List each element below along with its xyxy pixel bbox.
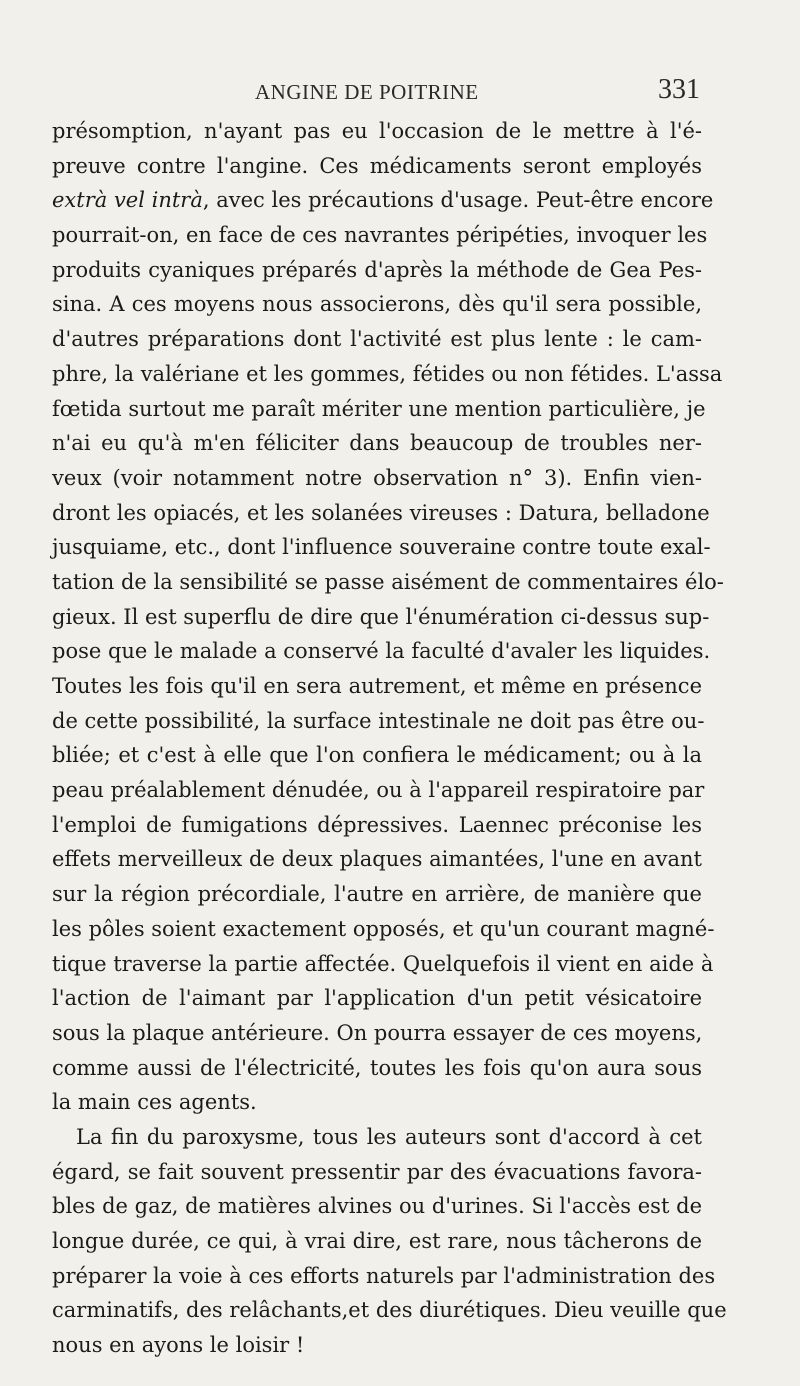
paragraph-1 <box>52 114 724 1120</box>
text-line: longue durée, ce qui, à vrai dire, est rare, nous tâcherons de <box>52 1229 702 1253</box>
text-line: l'action de l'aimant par l'application d'un petit vésicatoire <box>52 986 702 1011</box>
paragraph-2 <box>52 1120 727 1363</box>
text-line: dront les opiacés, et les solanées vireuses : Datura, belladone <box>52 500 710 525</box>
text-line: La fin du paroxysme, tous les auteurs sont d'accord à cet <box>76 1124 702 1149</box>
text-line: préparer la voie à ces efforts naturels par l'administration des <box>52 1263 716 1288</box>
text-line: veux (voir notamment notre observation n° 3). Enfin vien- <box>52 465 702 490</box>
text-line: de cette possibilité, la surface intestinale ne doit pas être ou- <box>52 708 705 733</box>
text-line: carminatifs, des relâchants,et des diurétiques. Dieu veuille que <box>52 1298 727 1323</box>
text-line: l'emploi de fumigations dépressives. Laennec préconise les <box>52 812 702 837</box>
running-title: ANGINE DE POITRINE <box>255 80 479 104</box>
page-number: 331 <box>658 74 700 105</box>
text-line: gieux. Il est superflu de dire que l'énumération ci-dessus sup- <box>52 604 710 629</box>
text-line: tation de la sensibilité se passe aisément de commentaires élo- <box>52 569 724 594</box>
text-line: sous la plaque antérieure. On pourra essayer de ces moyens, <box>52 1020 703 1045</box>
text-line: sur la région précordiale, l'autre en arrière, de manière que <box>52 882 702 907</box>
text-line: nous en ayons le loisir ! <box>52 1333 305 1358</box>
text-line: Toutes les fois qu'il en sera autrement, et même en présence <box>52 674 702 698</box>
text-line-rest: , avec les précautions d'usage. Peut-être encore <box>202 188 714 213</box>
text-line: comme aussi de l'électricité, toutes les fois qu'on aura sous <box>52 1055 702 1080</box>
text-line: égard, se fait souvent pressentir par des évacuations favora- <box>52 1159 702 1184</box>
body-text <box>52 114 727 1363</box>
text-line: fœtida surtout me paraît mériter une mention particulière, je <box>52 396 706 421</box>
text-line: présomption, n'ayant pas eu l'occasion de le mettre à l'é- <box>52 119 702 143</box>
text-line: sina. A ces moyens nous associerons, dès qu'il sera possible, <box>52 292 702 317</box>
text-line: effets merveilleux de deux plaques aimantées, l'une en avant <box>52 847 702 872</box>
text-line: la main ces agents. <box>52 1090 257 1115</box>
text-line: jusquiame, etc., dont l'influence souveraine contre toute exal- <box>52 535 711 560</box>
text-line: bliée; et c'est à elle que l'on confiera le médicament; ou à la <box>52 743 702 768</box>
text-line: pose que le malade a conservé la faculté d'avaler les liquides. <box>52 639 711 664</box>
text-line: pourrait-on, en face de ces navrantes péripéties, invoquer les <box>52 223 708 248</box>
italic-phrase: extrà vel intrà <box>52 188 203 213</box>
text-line: bles de gaz, de matières alvines ou d'urines. Si l'accès est de <box>52 1194 702 1219</box>
text-line: preuve contre l'angine. Ces médicaments seront employés <box>52 153 702 178</box>
text-line: produits cyaniques préparés d'après la méthode de Gea Pes- <box>52 257 702 282</box>
text-line: n'ai eu qu'à m'en féliciter dans beaucoup de troubles ner- <box>52 431 702 456</box>
text-line: peau préalablement dénudée, ou à l'appareil respiratoire par <box>52 778 705 803</box>
text-line <box>52 183 714 218</box>
text-line: phre, la valériane et les gommes, fétides ou non fétides. L'assa <box>52 361 723 386</box>
text-line: d'autres préparations dont l'activité est plus lente : le cam- <box>52 327 702 352</box>
text-line: les pôles soient exactement opposés, et qu'un courant magné- <box>52 916 715 941</box>
page-header <box>255 74 700 108</box>
text-line: tique traverse la partie affectée. Quelquefois il vient en aide à <box>52 951 714 976</box>
